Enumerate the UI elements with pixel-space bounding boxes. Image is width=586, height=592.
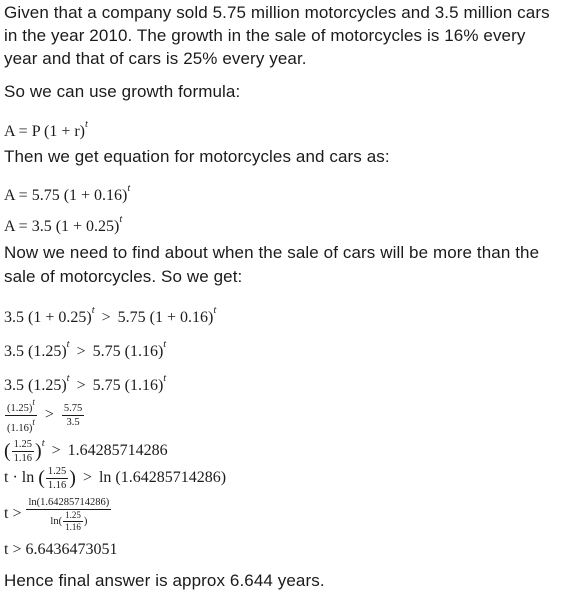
constant-numerator: 5.75 xyxy=(63,403,83,414)
constant-fraction xyxy=(62,403,84,428)
final-answer: Hence final answer is approx 6.644 years. xyxy=(4,571,325,590)
result-line: t > 6.6436473051 xyxy=(4,541,118,558)
constant-denominator: 3.5 xyxy=(66,417,80,428)
growth-formula-intro: So we can use growth formula: xyxy=(4,82,241,101)
constant-value: 1.64285714286 xyxy=(67,442,168,459)
greater-than-sign: > xyxy=(51,442,61,459)
inequality-2-right: 5.75 (1.16) xyxy=(92,343,164,360)
greater-than-sign: > xyxy=(76,343,86,360)
inequality-2-left: 3.5 (1.25) xyxy=(4,343,67,360)
greater-than-sign: > xyxy=(101,309,111,326)
inequality-3-left: 3.5 (1.25) xyxy=(4,377,67,394)
inequality-step-1 xyxy=(4,300,216,329)
inequality-1-left: 3.5 (1 + 0.25) xyxy=(4,309,92,326)
greater-than-sign: > xyxy=(76,377,86,394)
greater-than-sign: > xyxy=(44,406,54,424)
exponent-t: t xyxy=(85,119,88,130)
log-quotient-denominator: ln( $\frac{1.25}{1.16}$ ) xyxy=(50,510,88,532)
growth-formula-base: A = P (1 + r) xyxy=(4,123,86,140)
ratio-denominator: (1.16)t xyxy=(7,417,35,434)
logarithm-inequality: t · ln ( $\frac{1.25}{1.16}$ ) > ln (1.64285714286) xyxy=(4,466,227,491)
ratio-inequality xyxy=(4,397,85,434)
exponent-t: t xyxy=(41,438,45,449)
inequality-3-right: 5.75 (1.16) xyxy=(92,377,164,394)
growth-ratio-numerator: 1.25 xyxy=(13,438,33,450)
intro-line-2: in the year 2010. The growth in the sale of motorcycles is 16% every xyxy=(4,26,526,45)
t-greater-than: t > xyxy=(4,505,22,523)
motorcycle-equation xyxy=(4,178,130,207)
exponent-t: t xyxy=(127,183,131,194)
log-right-side: ln (1.64285714286) xyxy=(98,469,227,487)
log-quotient-fraction xyxy=(26,497,111,532)
log-ratio-numerator: 1.25 xyxy=(47,466,67,477)
growth-formula xyxy=(4,114,88,143)
exponent-t: t xyxy=(119,214,123,225)
cars-equation xyxy=(4,209,122,238)
motorcycle-equation-base: A = 5.75 (1 + 0.16) xyxy=(4,187,128,204)
exponent-t: t xyxy=(163,373,167,384)
exponent-t: t xyxy=(91,305,95,316)
equations-intro: Then we get equation for motorcycles and cars as: xyxy=(4,147,390,166)
growth-ratio-denominator: 1.16 xyxy=(13,452,33,464)
comparison-intro-line-2: sale of motorcycles. So we get: xyxy=(4,267,243,286)
exponent-t: t xyxy=(66,373,70,384)
greater-than-sign: > xyxy=(82,469,92,487)
inequality-step-3 xyxy=(4,368,166,397)
inequality-1-right: 5.75 (1 + 0.16) xyxy=(117,309,214,326)
comparison-intro-line-1: Now we need to find about when the sale of cars will be more than the xyxy=(4,243,540,262)
growth-ratio-fraction xyxy=(12,439,34,464)
cars-equation-base: A = 3.5 (1 + 0.25) xyxy=(4,218,120,235)
simplified-inequality: ( $\frac{1.25}{1.16}$ )$^t$ > 1.64285714286 xyxy=(4,438,168,464)
log-ratio-denominator: 1.16 xyxy=(47,480,67,491)
ratio-numerator: (1.25)t xyxy=(7,397,35,414)
solve-for-t xyxy=(4,497,112,532)
inner-ratio-fraction: $\frac{1.25}{1.16}$ xyxy=(65,510,81,532)
log-quotient-numerator: ln(1.64285714286) xyxy=(28,497,110,508)
exponent-t: t xyxy=(213,305,217,316)
intro-line-1: Given that a company sold 5.75 million motorcycles and 3.5 million cars xyxy=(4,3,550,22)
intro-line-3: year and that of cars is 25% every year. xyxy=(4,49,307,68)
exponent-t: t xyxy=(66,339,70,350)
ratio-fraction xyxy=(5,397,37,434)
log-ratio-fraction xyxy=(46,466,68,491)
log-prefix: t · ln xyxy=(4,469,35,487)
exponent-t: t xyxy=(163,339,167,350)
inequality-step-2 xyxy=(4,334,166,363)
